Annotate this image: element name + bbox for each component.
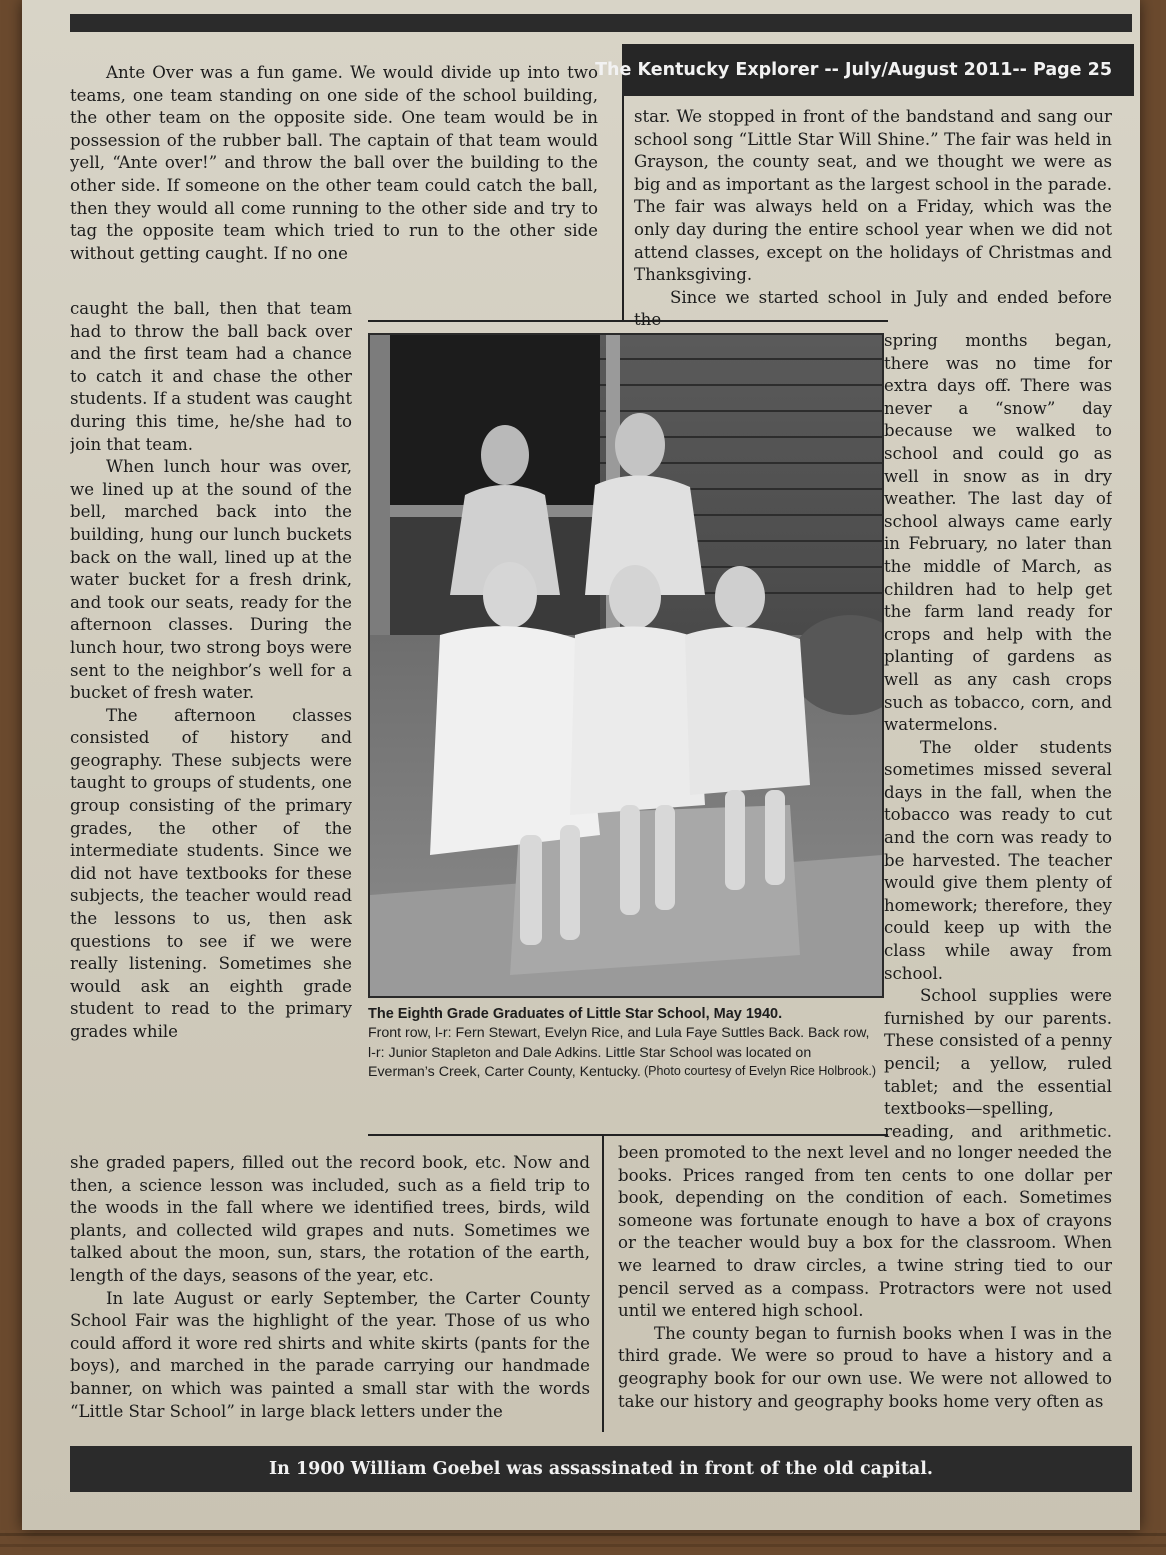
paragraph-lunch-hour: When lunch hour was over, we lined up at the sound of the bell, marched back into the building, hung our lunch buckets back on the wall, lined up at the water bucket for a fresh drink, and took our seats, ready for the afternoon classes. During the lunch hour, two strong boys were sent to the neighbor’s well for a bucket of fresh water. <box>70 457 352 703</box>
paragraph-school-supplies: School supplies were furnished by our parents. These consisted of a penny pencil; a yellow, ruled tablet; and the essential textbooks—spelling, reading, and arithmetic. <box>884 986 1112 1141</box>
paragraph-school-fair: In late August or early September, the Carter County School Fair was the highlight of the year. Those of us who could afford it wore red shirts and white skirts (pants for the boys), and marched in the parade carrying our handmade banner, on which was painted a small star with the words “Little Star School” in large black letters under the <box>70 1288 590 1421</box>
column-divider-bottom <box>602 1136 604 1432</box>
class-photo <box>368 333 884 998</box>
paragraph-bandstand: star. We stopped in front of the bandstand and sang our school song “Little Star Will Shine.” The fair was held in Grayson, the county seat, and we thought we were as big and as important as the largest school in the parade. The fair was always held on a Friday, which was the only day during the entire school year when we did not attend classes, except on the holidays of Christmas and Thanksgiving. <box>634 107 1112 285</box>
newspaper-page <box>22 0 1140 1530</box>
paragraph-afternoon-classes: The afternoon classes consisted of history and geography. These subjects were taught to groups of students, one group consisting of the primary grades, the other of the intermediate students. Since we did not have textbooks for these subjects, the teacher would read the lessons to us, then ask questions to see if we were really listening. Sometimes she would ask an eighth grade student to read to the primary grades while <box>70 705 352 1041</box>
paragraph-science-lesson: she graded papers, filled out the record book, etc. Now and then, a science lesson was included, such as a field trip to the woods in the fall where we identified trees, birds, wild plants, and collected wild grapes and nuts. Sometimes we talked about the moon, sun, stars, the rotation of the earth, length of the days, seasons of the year, etc. <box>70 1153 590 1285</box>
running-head: The Kentucky Explorer -- July/August 2011-- Page 25 <box>622 44 1134 96</box>
photo-credit: (Photo courtesy of Evelyn Rice Holbrook.) <box>643 1063 876 1078</box>
class-photo-illustration <box>370 335 882 996</box>
photo-caption <box>368 1004 876 1078</box>
paragraph-county-books: The county began to furnish books when I was in the third grade. We were so proud to have a history and a geography book for our own use. We were not allowed to take our history and geography books home very often as <box>618 1323 1112 1411</box>
right-column-narrow <box>884 330 1112 1142</box>
top-black-bar <box>70 14 1132 32</box>
paragraph-promoted: been promoted to the next level and no longer needed the books. Prices ranged from ten cents to one dollar per book, depending on the condition of each. Sometimes someone was fortunate enough to have a box of crayons or the teacher would buy a box for the classroom. When we learned to draw circles, a twine string tied to our pencil served as a compass. Protractors were not used until we entered high school. <box>618 1143 1112 1321</box>
paragraph-started-july: Since we started school in July and ended before the <box>634 287 1112 330</box>
right-column-top <box>634 106 1112 330</box>
paragraph-ante-over: Ante Over was a fun game. We would divide up into two teams, one team standing on one side of the school building, the other team on the opposite side. One team would be in possession of the rubber ball. The captain of that team would yell, “Ante over!” and throw the ball over the building to the other side. If someone on the other team could catch the ball, then they would all come running to the other side and try to tag the opposite team which tried to run to the other side without getting caught. If no one <box>70 63 598 263</box>
caption-body: Front row, l-r: Fern Stewart, Evelyn Rice, and Lula Faye Suttles Back. Back row, l-r: Junior Stapleton and Dale Adkins. Little Star School was located on Everman’s Creek, Carter County, Kentucky. <box>368 1025 870 1080</box>
paragraph-older-students: The older students sometimes missed several days in the fall, when the tobacco was ready to cut and the corn was ready to be harvested. The teacher would give them plenty of homework; therefore, they could keep up with the class while away from school. <box>884 737 1112 983</box>
paragraph-caught-ball: caught the ball, then that team had to throw the ball back over and the first team had a chance to catch it and chase the other students. If a student was caught during this time, he/she had to join that team. <box>70 299 352 454</box>
footer-fact-bar: In 1900 William Goebel was assassinated in front of the old capital. <box>70 1446 1132 1492</box>
left-column-bottom <box>70 1152 590 1442</box>
column-divider-top <box>622 96 624 321</box>
left-column-top <box>70 62 598 312</box>
right-column-bottom <box>618 1142 1112 1432</box>
left-column-narrow <box>70 298 352 1162</box>
photo-rule-bottom <box>368 1134 888 1136</box>
caption-title: The Eighth Grade Graduates of Little Star School, May 1940. <box>368 1006 783 1022</box>
paragraph-spring-months: spring months began, there was no time for extra days off. There was never a “snow” day because we walked to school and could go as well in snow as in dry weather. The last day of school always came early in February, no later than the middle of March, as children had to help get the farm land ready for crops and help with the planting of gardens as well as any cash crops such as tobacco, corn, and watermelons. <box>884 331 1112 735</box>
